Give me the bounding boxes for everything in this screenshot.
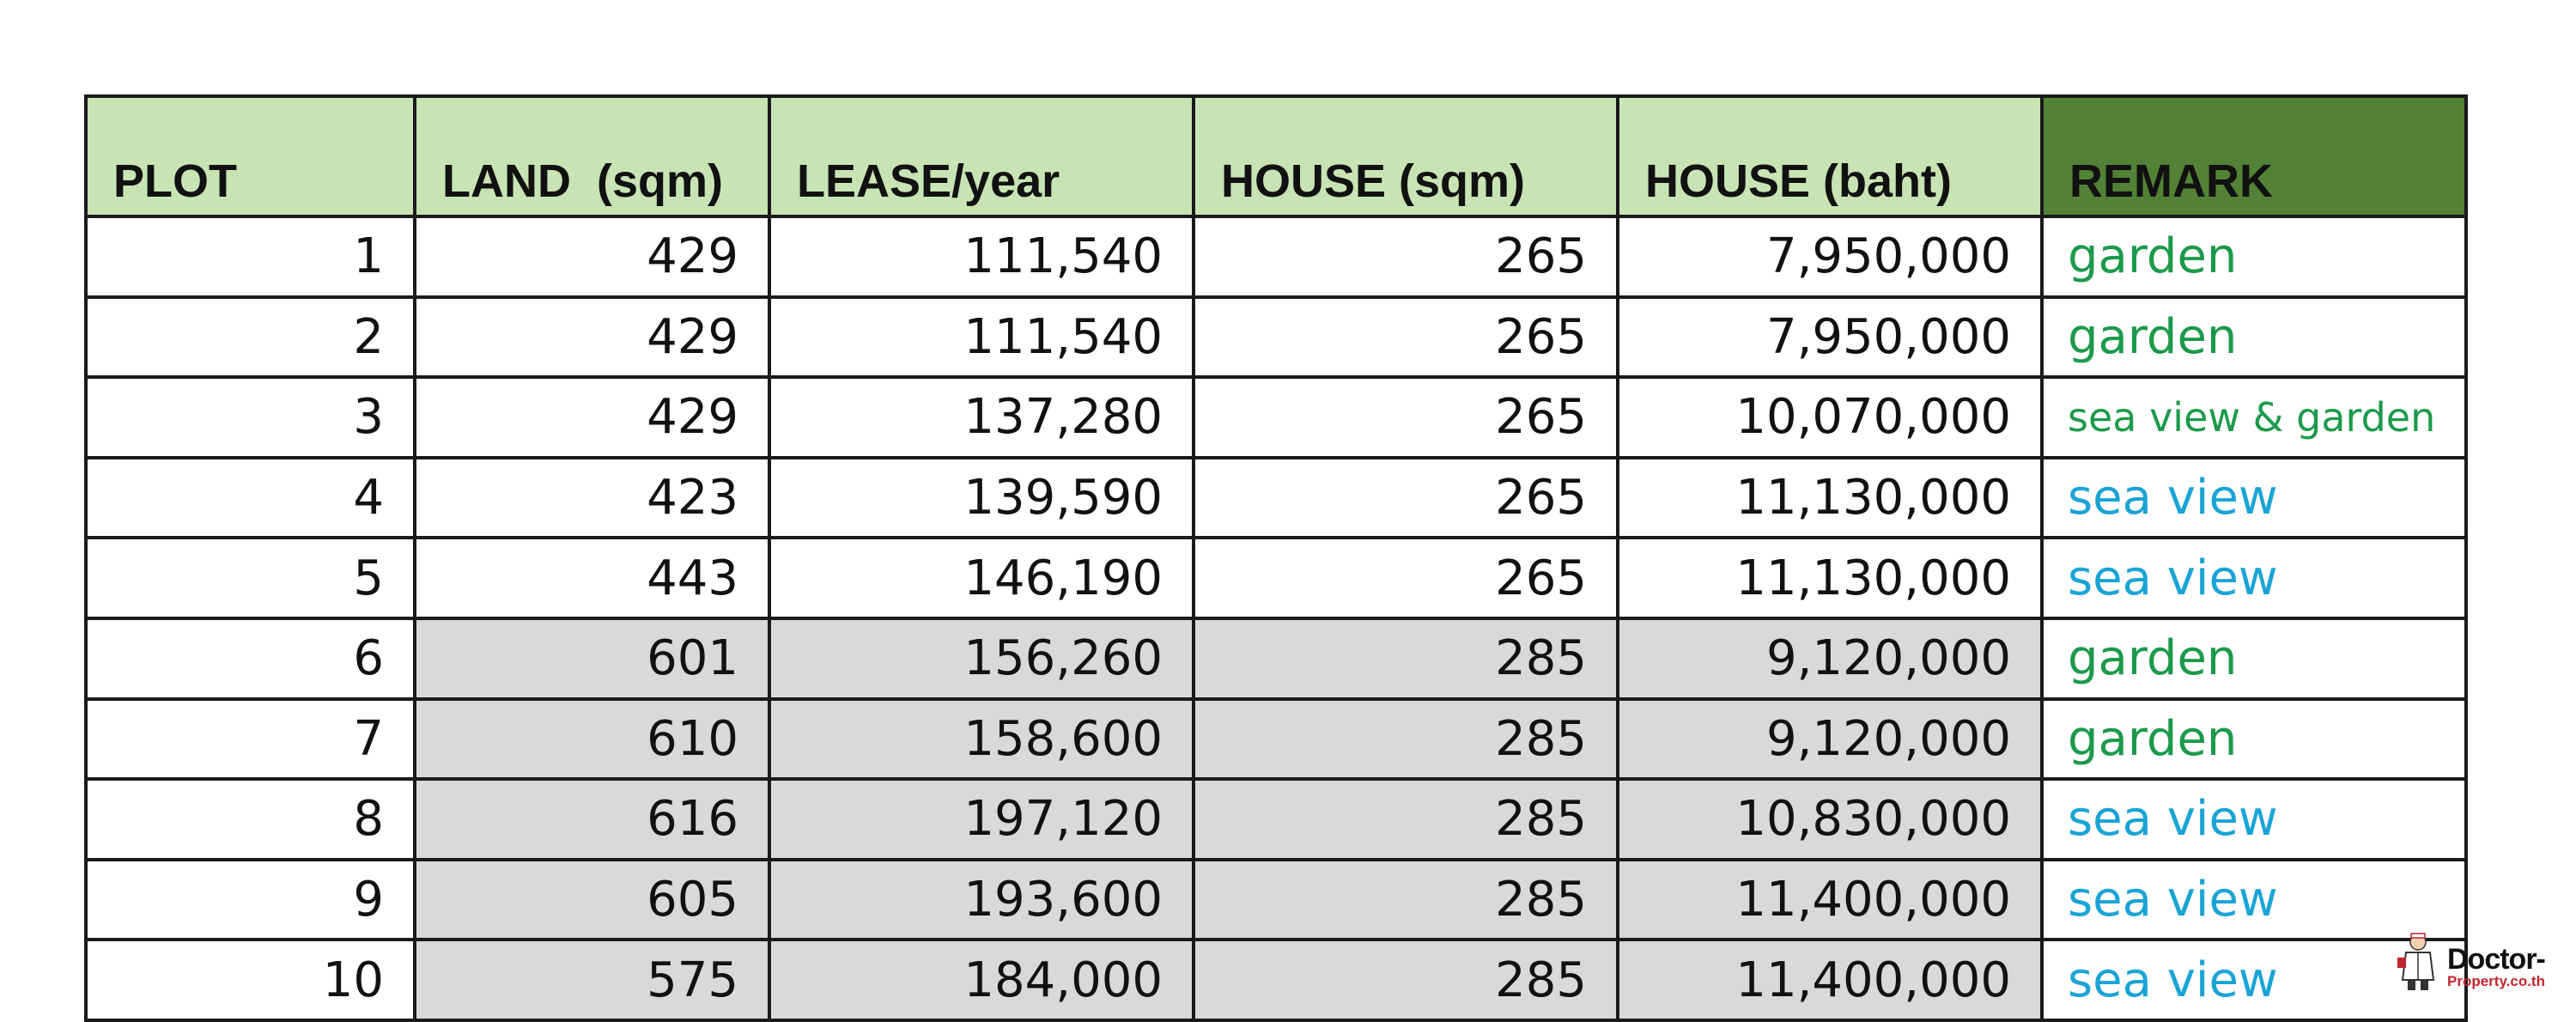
header-house-sqm: HOUSE (sqm) (1194, 96, 1618, 216)
cell-land: 610 (415, 699, 769, 780)
cell-plot: 5 (86, 538, 415, 618)
property-price-table (84, 94, 2468, 1022)
cell-remark: sea view (2042, 860, 2466, 940)
cell-house-baht: 11,130,000 (1618, 538, 2042, 618)
table-row (86, 699, 2466, 780)
cell-house-sqm: 285 (1194, 860, 1618, 940)
cell-land: 429 (415, 377, 769, 458)
cell-lease: 158,600 (769, 699, 1194, 780)
doctor-mascot-icon (2396, 932, 2445, 992)
cell-remark: garden (2042, 699, 2466, 780)
cell-lease: 193,600 (769, 860, 1194, 940)
table-row (86, 377, 2466, 458)
cell-land: 423 (415, 458, 769, 538)
cell-lease: 156,260 (769, 618, 1194, 699)
cell-remark: sea view (2042, 779, 2466, 860)
cell-house-baht: 11,130,000 (1618, 458, 2042, 538)
cell-house-sqm: 265 (1194, 297, 1618, 378)
cell-house-sqm: 285 (1194, 699, 1618, 780)
table-row (86, 216, 2466, 297)
cell-lease: 139,590 (769, 458, 1194, 538)
cell-house-sqm: 285 (1194, 618, 1618, 699)
cell-land: 443 (415, 538, 769, 618)
cell-plot: 8 (86, 779, 415, 860)
cell-remark: garden (2042, 216, 2466, 297)
header-house-baht: HOUSE (baht) (1618, 96, 2042, 216)
cell-house-sqm: 285 (1194, 779, 1618, 860)
cell-land: 601 (415, 618, 769, 699)
cell-land: 605 (415, 860, 769, 940)
cell-remark: sea view (2042, 940, 2466, 1020)
table-row (86, 538, 2466, 618)
cell-house-baht: 9,120,000 (1618, 699, 2042, 780)
cell-land: 575 (415, 940, 769, 1020)
cell-house-sqm: 265 (1194, 377, 1618, 458)
cell-plot: 7 (86, 699, 415, 780)
cell-house-baht: 10,070,000 (1618, 377, 2042, 458)
cell-land: 429 (415, 297, 769, 378)
header-plot: PLOT (86, 96, 415, 216)
cell-plot: 10 (86, 940, 415, 1020)
cell-plot: 4 (86, 458, 415, 538)
cell-remark: sea view & garden (2042, 377, 2466, 458)
cell-house-sqm: 285 (1194, 940, 1618, 1020)
header-land: LAND (sqm) (415, 96, 769, 216)
table-row (86, 940, 2466, 1020)
cell-house-baht: 11,400,000 (1618, 940, 2042, 1020)
header-lease: LEASE/year (769, 96, 1194, 216)
watermark-brand: Doctor- (2447, 943, 2545, 976)
cell-plot: 6 (86, 618, 415, 699)
table-row (86, 297, 2466, 378)
cell-house-baht: 7,950,000 (1618, 216, 2042, 297)
table-row (86, 618, 2466, 699)
cell-plot: 1 (86, 216, 415, 297)
table-body (86, 216, 2466, 1020)
watermark-logo (2396, 928, 2567, 992)
cell-plot: 3 (86, 377, 415, 458)
cell-house-baht: 10,830,000 (1618, 779, 2042, 860)
cell-lease: 146,190 (769, 538, 1194, 618)
cell-remark: sea view (2042, 538, 2466, 618)
table-row (86, 779, 2466, 860)
table-row (86, 458, 2466, 538)
cell-lease: 184,000 (769, 940, 1194, 1020)
cell-lease: 111,540 (769, 297, 1194, 378)
cell-house-sqm: 265 (1194, 458, 1618, 538)
cell-lease: 111,540 (769, 216, 1194, 297)
watermark-domain: Property.co.th (2447, 973, 2545, 989)
cell-remark: garden (2042, 297, 2466, 378)
cell-land: 429 (415, 216, 769, 297)
cell-remark: garden (2042, 618, 2466, 699)
cell-remark: sea view (2042, 458, 2466, 538)
cell-house-baht: 7,950,000 (1618, 297, 2042, 378)
header-remark: REMARK (2042, 96, 2466, 216)
table-row (86, 860, 2466, 940)
cell-house-baht: 9,120,000 (1618, 618, 2042, 699)
cell-house-sqm: 265 (1194, 538, 1618, 618)
cell-house-sqm: 265 (1194, 216, 1618, 297)
cell-lease: 197,120 (769, 779, 1194, 860)
header-row (86, 96, 2466, 216)
cell-plot: 9 (86, 860, 415, 940)
cell-plot: 2 (86, 297, 415, 378)
cell-house-baht: 11,400,000 (1618, 860, 2042, 940)
cell-lease: 137,280 (769, 377, 1194, 458)
cell-land: 616 (415, 779, 769, 860)
